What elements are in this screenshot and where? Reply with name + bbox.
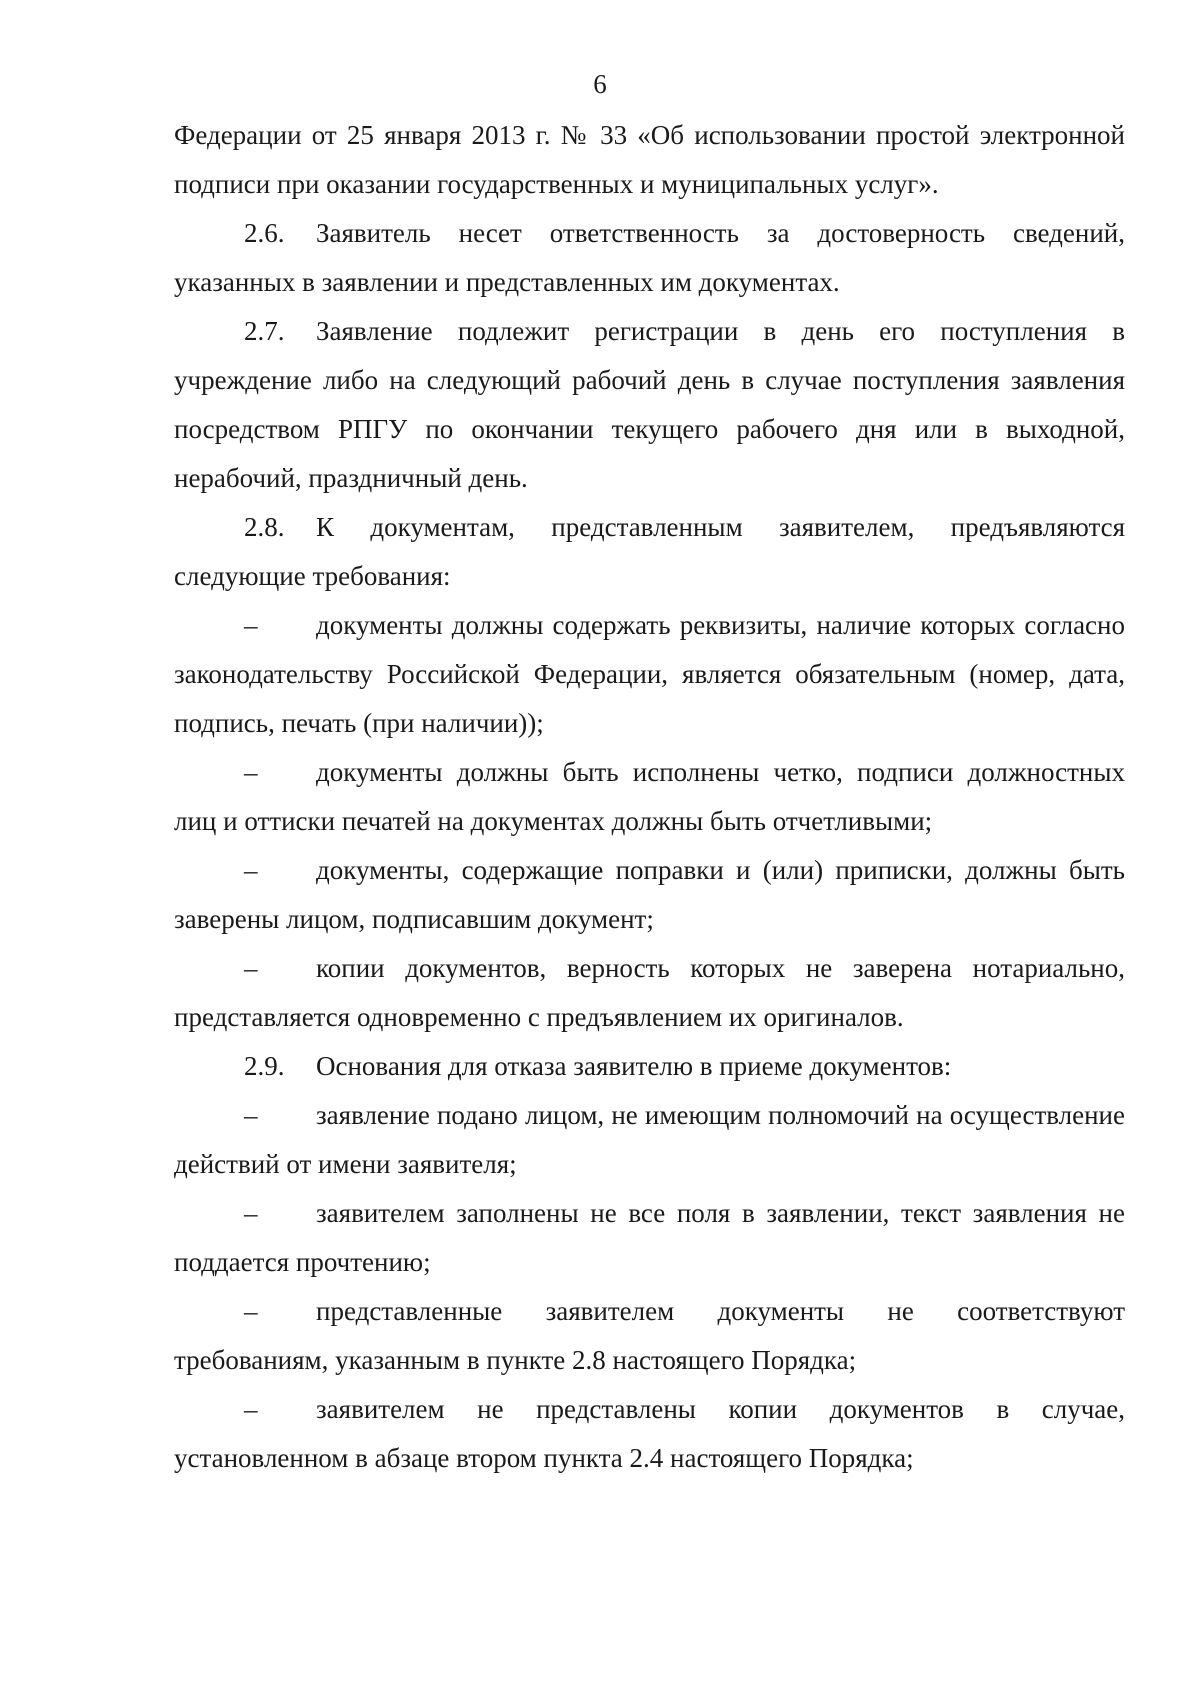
- list-item-2-9-1: [174, 1091, 1125, 1189]
- page-number: 6: [593, 69, 607, 99]
- dash-bullet: –: [244, 1296, 258, 1326]
- dash-bullet: –: [244, 855, 258, 885]
- list-item-2-8-2: [174, 748, 1125, 846]
- clause-number-2-7: 2.7.: [244, 316, 285, 346]
- paragraph-intro: Федерации от 25 января 2013 г. № 33 «Об использовании простой электронной подписи при оказании государственных и муниципальных услуг».: [174, 120, 1125, 199]
- clause-number-2-9: 2.9.: [244, 1051, 285, 1081]
- list-item-2-8-3: [174, 846, 1125, 944]
- paragraph-2-6: [174, 209, 1125, 307]
- clause-text-2-6: Заявитель несет ответственность за достоверность сведений, указанных в заявлении и представленных им документах.: [174, 218, 1125, 297]
- list-item-text: представленные заявителем документы не соответствуют требованиям, указанным в пункте 2.8 настоящего Порядка;: [174, 1296, 1125, 1375]
- list-item-text: заявление подано лицом, не имеющим полномочий на осуществление действий от имени заявителя;: [174, 1100, 1125, 1179]
- clause-text-2-8: К документам, представленным заявителем, предъявляются следующие требования:: [174, 512, 1125, 591]
- list-item-2-9-2: [174, 1189, 1125, 1287]
- list-item-text: заявителем не представлены копии документов в случае, установленном в абзаце втором пункта 2.4 настоящего Порядка;: [174, 1394, 1125, 1473]
- list-item-text: копии документов, верность которых не заверена нотариально, представляется одновременно с предъявлением их оригиналов.: [174, 953, 1125, 1032]
- list-item-text: документы должны содержать реквизиты, наличие которых согласно законодательству Российской Федерации, является обязательным (номер, дата, подпись, печать (при наличии));: [174, 610, 1125, 738]
- paragraph-2-8: [174, 503, 1125, 601]
- clause-text-2-7: Заявление подлежит регистрации в день его поступления в учреждение либо на следующий рабочий день в случае поступления заявления посредством РПГУ по окончании текущего рабочего дня или в выходной, нерабочий, праздничный день.: [174, 316, 1125, 493]
- clause-text-2-9: Основания для отказа заявителю в приеме документов:: [316, 1051, 952, 1081]
- dash-bullet: –: [244, 1394, 258, 1424]
- list-item-2-9-3: [174, 1287, 1125, 1385]
- list-item-2-8-1: [174, 601, 1125, 748]
- dash-bullet: –: [244, 610, 258, 640]
- paragraph-2-7: [174, 307, 1125, 503]
- list-item-2-9-4: [174, 1385, 1125, 1483]
- clause-number-2-8: 2.8.: [244, 512, 285, 542]
- list-item-text: документы должны быть исполнены четко, подписи должностных лиц и оттиски печатей на документах должны быть отчетливыми;: [174, 757, 1125, 836]
- dash-bullet: –: [244, 1100, 258, 1130]
- dash-bullet: –: [244, 1198, 258, 1228]
- document-body: [174, 111, 1125, 1483]
- list-item-2-8-4: [174, 944, 1125, 1042]
- dash-bullet: –: [244, 757, 258, 787]
- list-item-text: заявителем заполнены не все поля в заявлении, текст заявления не поддается прочтению;: [174, 1198, 1125, 1277]
- dash-bullet: –: [244, 953, 258, 983]
- paragraph-2-9: [174, 1042, 1125, 1091]
- clause-number-2-6: 2.6.: [244, 218, 285, 248]
- list-item-text: документы, содержащие поправки и (или) приписки, должны быть заверены лицом, подписавшим документ;: [174, 855, 1125, 934]
